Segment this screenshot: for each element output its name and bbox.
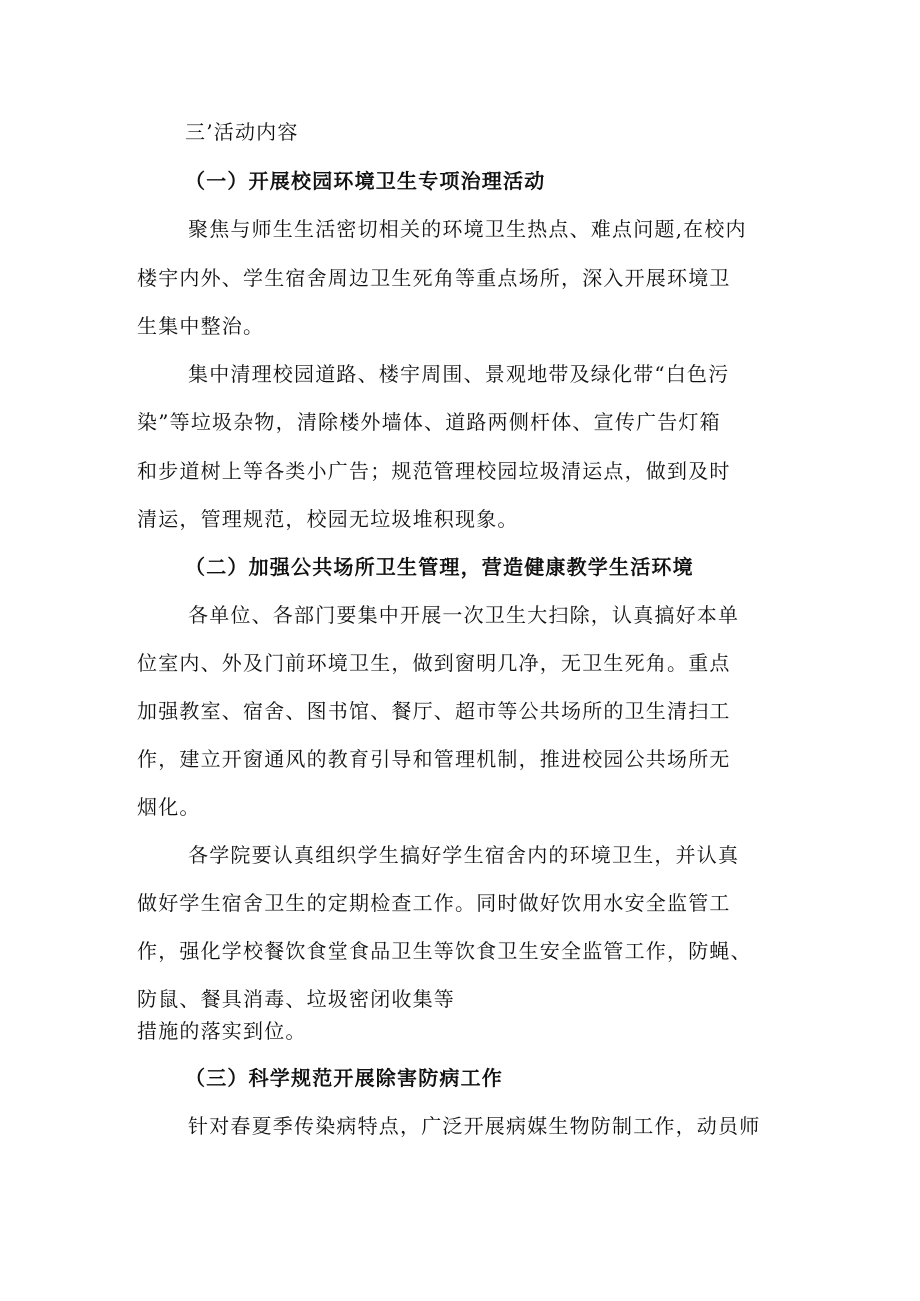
paragraph-line: 作，建立开窗通风的教育引导和管理机制，推进校园公共场所无 [137, 747, 731, 771]
paragraph-line: 措施的落实到位。 [137, 1019, 307, 1043]
subsection-heading-3: （三）科学规范开展除害防病工作 [185, 1066, 503, 1090]
paragraph-line: 作，强化学校餐饮食堂食品卫生等饮食卫生安全监管工作，防蝇、 [137, 939, 752, 963]
paragraph-line: 生集中整治。 [137, 314, 265, 338]
paragraph-line: 清运，管理规范，校园无垃圾堆积现象。 [137, 507, 519, 531]
paragraph-line: 各单位、各部门要集中开展一次卫生大扫除，认真搞好本单 [188, 603, 740, 627]
section-heading: 三’活动内容 [185, 120, 299, 144]
paragraph-line: 做好学生宿舍卫生的定期检查工作。同时做好饮用水安全监管工 [137, 891, 731, 915]
subsection-heading-1: （一）开展校园环境卫生专项治理活动 [185, 169, 546, 193]
paragraph-line: 染”等垃圾杂物，清除楼外墙体、道路两侧杆体、宣传广告灯箱 [137, 410, 721, 434]
paragraph-line: 防鼠、餐具消毒、垃圾密闭收集等 [137, 987, 455, 1011]
paragraph-line: 位室内、外及门前环境卫生，做到窗明几净，无卫生死角。重点 [137, 651, 731, 675]
paragraph-line: 各学院要认真组织学生搞好学生宿舍内的环境卫生，并认真 [188, 843, 740, 867]
paragraph-line: 集中清理校园道路、楼宇周围、景观地带及绿化带“白色污 [188, 362, 730, 386]
paragraph-line: 和步道树上等各类小广告；规范管理校园垃圾清运点，做到及时 [137, 459, 731, 483]
paragraph-line: 烟化。 [137, 795, 201, 819]
subsection-heading-2: （二）加强公共场所卫生管理，营造健康教学生活环境 [185, 555, 694, 579]
paragraph-line: 针对春夏季传染病特点，广泛开展病媒生物防制工作，动员师 [188, 1114, 761, 1138]
paragraph-line: 加强教室、宿舍、图书馆、餐厅、超市等公共场所的卫生清扫工 [137, 699, 731, 723]
paragraph-line: 楼宇内外、学生宿舍周边卫生死角等重点场所，深入开展环境卫 [137, 266, 731, 290]
paragraph-line: 聚焦与师生生活密切相关的环境卫生热点、难点问题,在校内 [188, 217, 747, 241]
